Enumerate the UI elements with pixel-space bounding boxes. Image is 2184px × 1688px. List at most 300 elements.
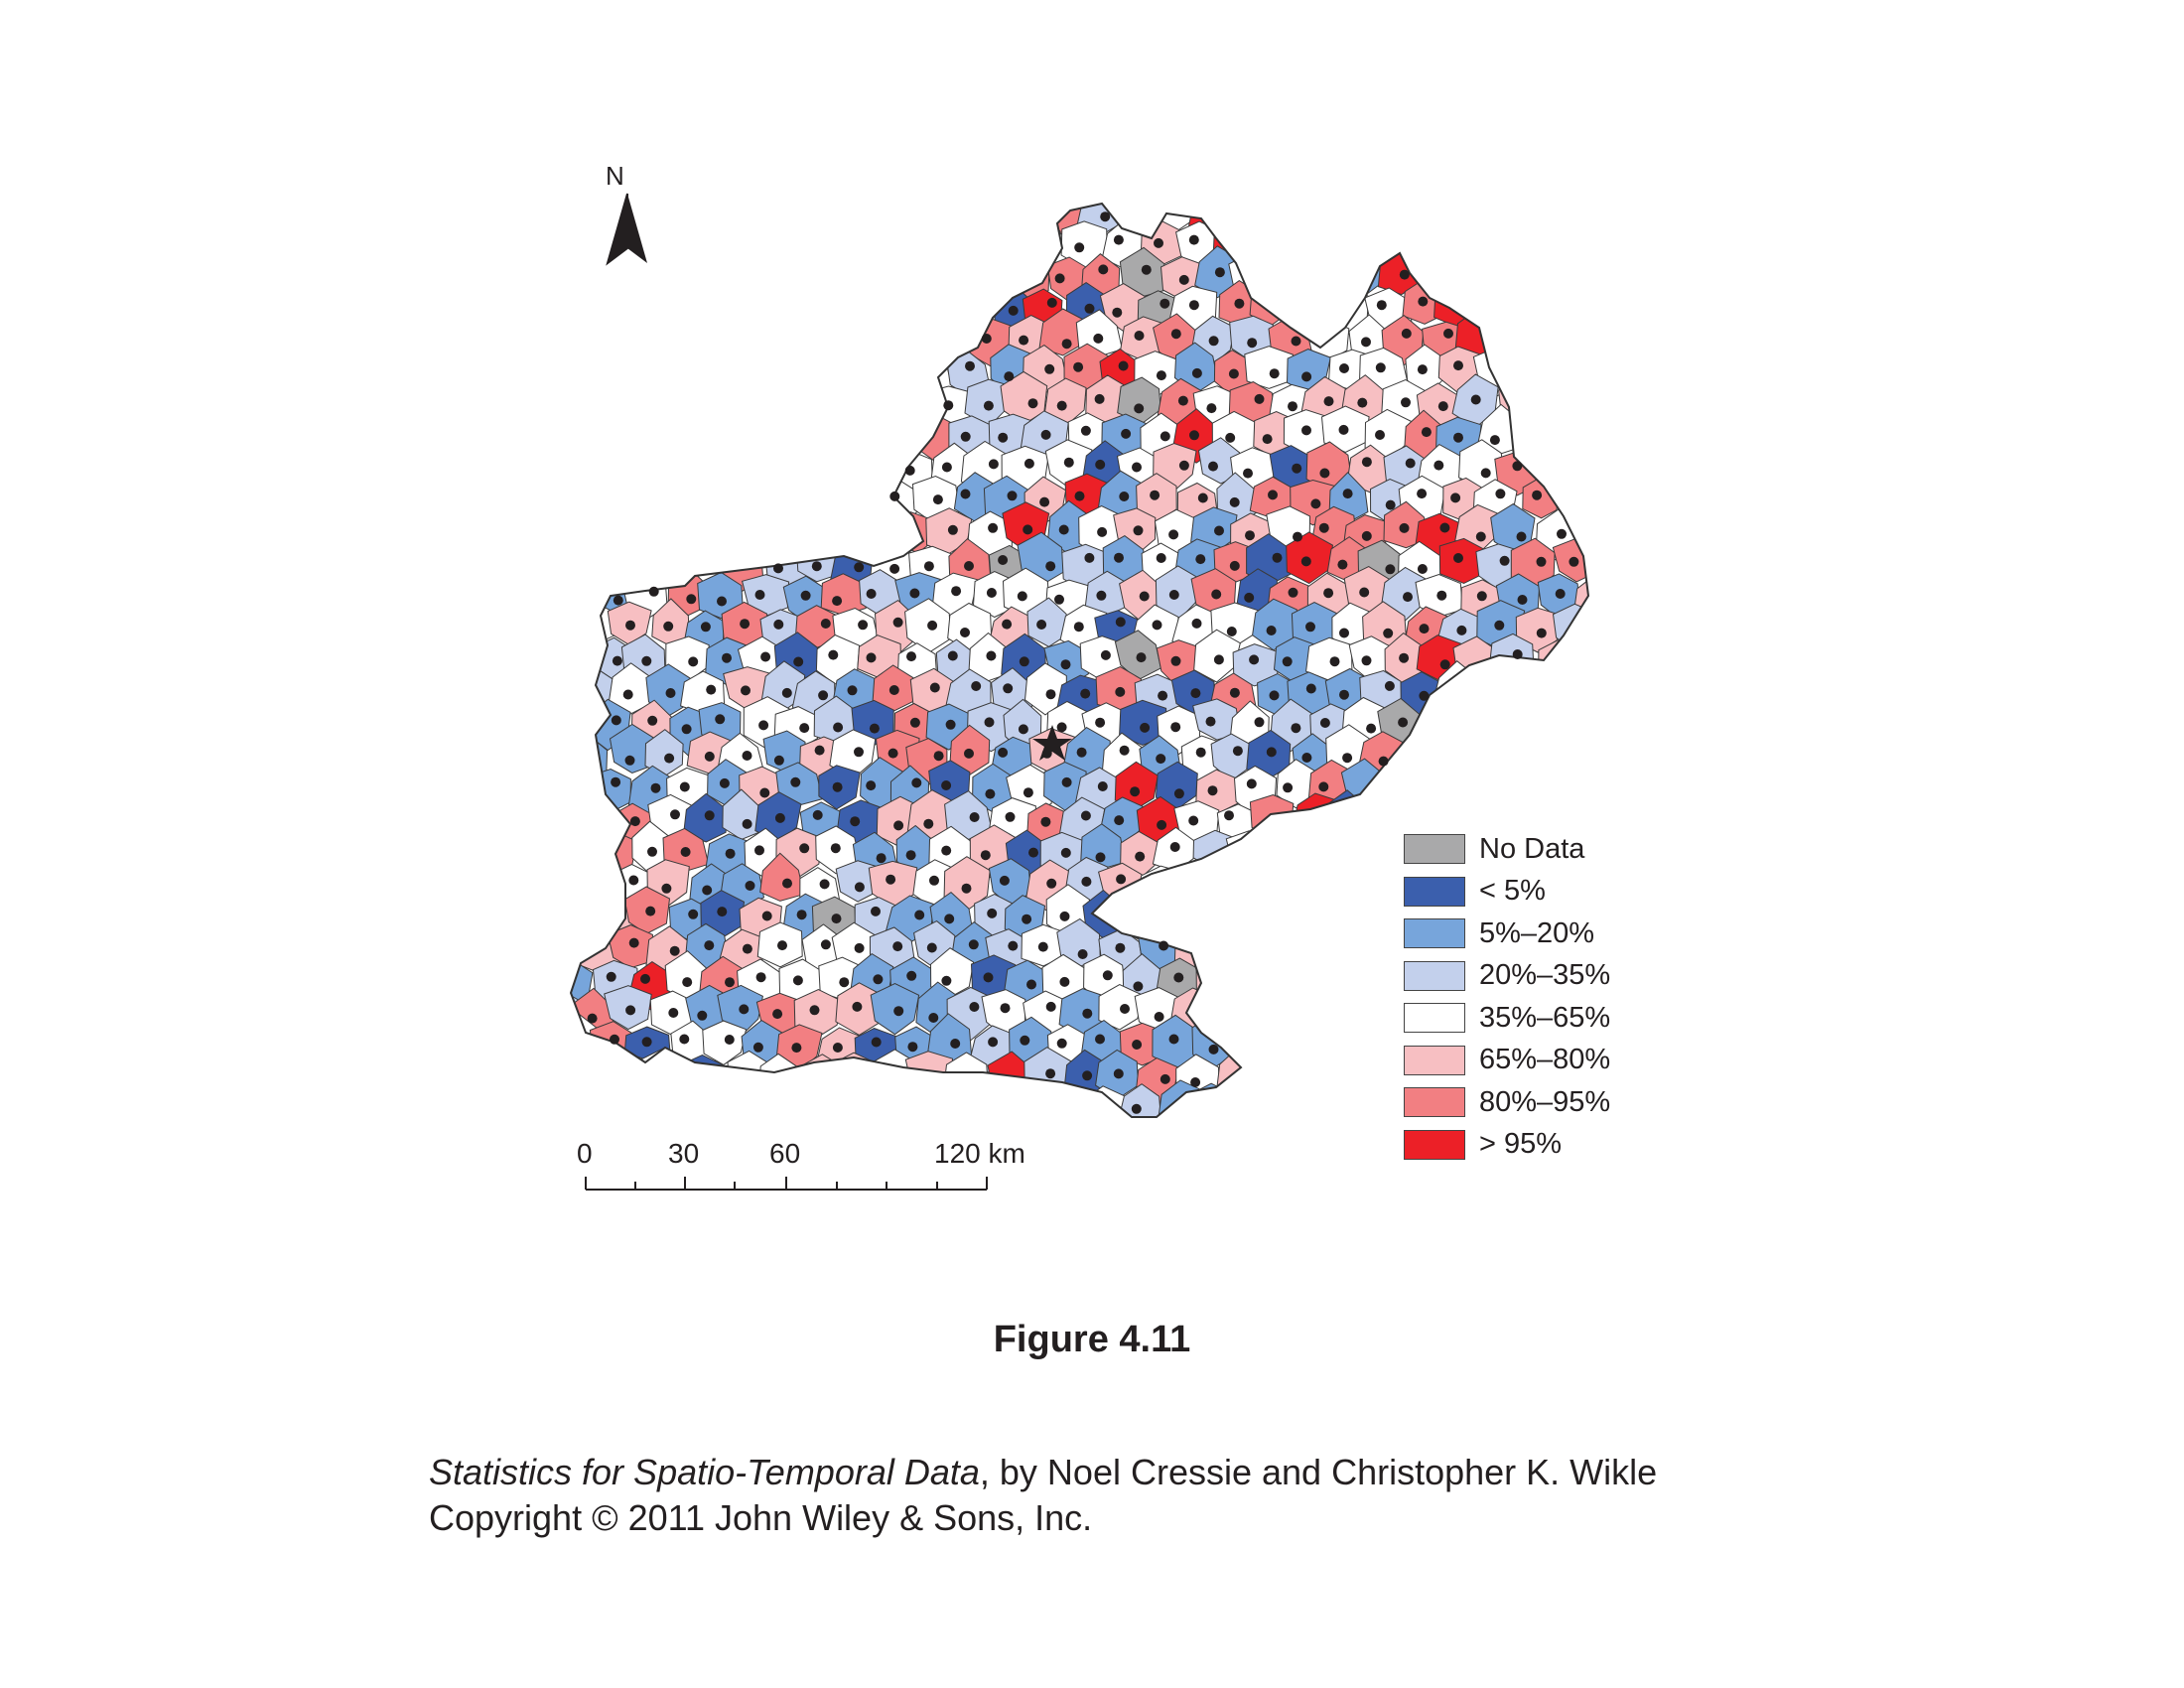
- commune-area: [663, 506, 709, 556]
- commune-area: [613, 542, 660, 593]
- legend-item-80-95: [1404, 1081, 1610, 1124]
- station-dot: [717, 907, 727, 916]
- station-dot: [984, 401, 994, 411]
- commune-area: [575, 539, 614, 591]
- commune-area: [683, 410, 727, 458]
- station-dot: [1130, 786, 1140, 796]
- commune-area: [1272, 891, 1313, 945]
- commune-area: [551, 322, 595, 369]
- station-dot: [1339, 425, 1349, 435]
- commune-area: [693, 218, 733, 267]
- station-dot: [1002, 620, 1012, 630]
- station-dot: [1283, 782, 1293, 792]
- station-dot: [1103, 970, 1113, 980]
- scale-tick-label: 120 km: [934, 1138, 1025, 1169]
- station-dot: [1000, 876, 1010, 886]
- station-dot: [704, 940, 714, 950]
- legend-item-65-80: [1404, 1040, 1610, 1082]
- station-dot: [1233, 746, 1243, 756]
- legend-label: 20%–35%: [1479, 959, 1611, 992]
- commune-area: [592, 315, 634, 356]
- station-dot: [1074, 242, 1084, 252]
- station-dot: [960, 628, 970, 637]
- commune-area: [548, 827, 594, 871]
- station-dot: [1008, 941, 1018, 951]
- commune-area: [757, 226, 804, 273]
- station-dot: [1403, 592, 1413, 602]
- commune-area: [1310, 892, 1353, 946]
- legend-item-35-65: [1404, 997, 1610, 1040]
- station-dot: [1453, 433, 1463, 443]
- station-dot: [889, 685, 899, 695]
- station-dot: [1020, 1036, 1029, 1046]
- station-dot: [686, 594, 696, 604]
- commune-area: [1250, 795, 1293, 839]
- commune-area: [1548, 155, 1589, 202]
- commune-area: [741, 192, 784, 240]
- commune-area: [1215, 926, 1259, 976]
- station-dot: [640, 974, 650, 984]
- legend-swatch: [1404, 1003, 1465, 1033]
- station-dot: [1155, 1012, 1164, 1022]
- commune-area: [1252, 983, 1297, 1031]
- station-dot: [964, 561, 974, 571]
- commune-area: [548, 377, 596, 421]
- station-dot: [970, 812, 980, 822]
- commune-area: [887, 311, 933, 358]
- station-dot: [705, 810, 715, 820]
- station-dot: [858, 620, 868, 630]
- commune-area: [905, 276, 952, 327]
- commune-area: [1457, 253, 1500, 305]
- station-dot: [910, 718, 920, 728]
- station-dot: [679, 1035, 689, 1045]
- station-dot: [1023, 524, 1032, 534]
- station-dot: [755, 590, 765, 600]
- station-dot: [1255, 717, 1265, 727]
- commune-area: [651, 478, 699, 529]
- commune-area: [1616, 700, 1660, 749]
- station-dot: [1160, 299, 1169, 309]
- credit-line-1: [429, 1450, 1657, 1495]
- commune-area: [529, 735, 577, 780]
- station-dot: [1006, 812, 1016, 822]
- station-dot: [760, 652, 770, 662]
- commune-area: [869, 225, 910, 266]
- commune-area: [817, 504, 863, 553]
- station-dot: [1153, 620, 1162, 630]
- commune-area: [1608, 1018, 1650, 1063]
- commune-area: [972, 258, 1016, 305]
- station-dot: [820, 879, 830, 889]
- station-dot: [1456, 626, 1466, 635]
- commune-area: [1304, 1013, 1349, 1060]
- commune-area: [1359, 985, 1405, 1037]
- station-dot: [701, 622, 711, 632]
- commune-area: [933, 1079, 975, 1130]
- station-dot: [612, 715, 621, 725]
- station-dot: [810, 1005, 820, 1015]
- station-dot: [982, 334, 992, 344]
- commune-area: [1037, 1086, 1084, 1135]
- station-dot: [961, 432, 971, 442]
- station-dot: [1157, 370, 1166, 380]
- station-dot: [1009, 306, 1019, 316]
- commune-area: [1310, 1088, 1351, 1139]
- station-dot: [746, 881, 755, 891]
- station-dot: [726, 849, 736, 859]
- station-dot: [666, 688, 676, 698]
- station-dot: [1132, 1040, 1142, 1050]
- commune-area: [726, 153, 767, 203]
- commune-area: [850, 504, 895, 553]
- station-dot: [1024, 787, 1033, 797]
- commune-area: [904, 154, 952, 202]
- commune-area: [962, 188, 1007, 232]
- station-dot: [702, 886, 712, 896]
- commune-area: [1286, 925, 1329, 978]
- station-dot: [1080, 689, 1090, 699]
- station-dot: [855, 943, 865, 953]
- station-dot: [791, 1043, 801, 1053]
- station-dot: [1096, 852, 1106, 862]
- commune-area: [1329, 1052, 1371, 1095]
- commune-area: [1236, 962, 1276, 1007]
- commune-area: [838, 1114, 878, 1164]
- station-dot: [1085, 304, 1095, 314]
- station-dot: [1386, 500, 1396, 510]
- station-dot: [1292, 337, 1301, 347]
- scale-bar: [586, 1177, 987, 1190]
- commune-area: [1207, 159, 1255, 207]
- commune-area: [1211, 986, 1255, 1031]
- station-dot: [630, 816, 640, 826]
- commune-area: [1269, 1083, 1314, 1136]
- commune-area: [687, 480, 730, 523]
- commune-area: [531, 542, 575, 586]
- station-dot: [892, 941, 902, 951]
- commune-area: [568, 483, 614, 529]
- commune-area: [1213, 856, 1254, 909]
- commune-area: [557, 771, 603, 811]
- commune-area: [1208, 1118, 1253, 1166]
- station-dot: [759, 788, 769, 798]
- commune-area: [551, 509, 598, 558]
- station-dot: [1115, 943, 1125, 953]
- legend-label: No Data: [1479, 832, 1585, 865]
- station-dot: [1339, 629, 1349, 638]
- commune-area: [1592, 667, 1635, 711]
- commune-area: [726, 219, 771, 268]
- station-dot: [1225, 433, 1235, 443]
- station-dot: [1230, 561, 1240, 571]
- commune-area: [1612, 381, 1657, 424]
- station-dot: [1399, 653, 1409, 663]
- station-dot: [1169, 590, 1179, 600]
- commune-area: [616, 1055, 658, 1099]
- commune-area: [1265, 1022, 1308, 1068]
- commune-area: [1252, 224, 1293, 271]
- commune-area: [553, 639, 595, 686]
- station-dot: [1245, 530, 1255, 540]
- commune-area: [1063, 152, 1105, 198]
- commune-area: [1143, 1118, 1186, 1166]
- commune-area: [1593, 163, 1636, 211]
- commune-area: [857, 252, 905, 298]
- station-dot: [1366, 724, 1376, 734]
- commune-area: [528, 857, 574, 909]
- commune-area: [855, 188, 901, 237]
- station-dot: [625, 1005, 635, 1015]
- commune-area: [716, 415, 761, 460]
- station-dot: [1140, 592, 1150, 602]
- station-dot: [924, 561, 934, 571]
- commune-area: [1574, 320, 1621, 368]
- commune-area: [1323, 986, 1370, 1038]
- commune-area: [578, 857, 620, 909]
- commune-area: [1457, 188, 1503, 240]
- station-dot: [743, 751, 752, 761]
- station-dot: [1196, 748, 1206, 758]
- station-dot: [941, 846, 951, 856]
- station-dot: [1319, 469, 1329, 479]
- commune-area: [833, 285, 875, 331]
- station-dot: [1357, 398, 1367, 408]
- legend: [1404, 828, 1610, 1166]
- station-dot: [1082, 1009, 1092, 1019]
- station-dot: [1154, 238, 1163, 248]
- commune-area: [1514, 277, 1560, 328]
- station-dot: [1230, 688, 1240, 698]
- commune-area: [992, 162, 1029, 210]
- commune-area: [1267, 254, 1311, 299]
- commune-area: [1606, 634, 1652, 683]
- station-dot: [1045, 561, 1055, 571]
- commune-area: [954, 276, 995, 329]
- station-dot: [1495, 489, 1505, 498]
- north-label: N: [606, 161, 624, 191]
- commune-area: [623, 316, 671, 361]
- station-dot: [1046, 1002, 1056, 1012]
- commune-area: [1570, 381, 1615, 432]
- commune-area: [736, 514, 781, 556]
- commune-area: [1479, 152, 1518, 201]
- commune-area: [614, 1118, 655, 1168]
- station-dot: [790, 777, 800, 787]
- station-dot: [1481, 468, 1491, 478]
- station-dot: [1385, 564, 1395, 574]
- station-dot: [934, 751, 944, 761]
- station-dot: [1121, 429, 1131, 439]
- station-dot: [1098, 781, 1108, 791]
- station-dot: [1064, 458, 1074, 468]
- station-dot: [1038, 942, 1048, 952]
- station-dot: [1059, 977, 1069, 987]
- station-dot: [1189, 235, 1199, 245]
- commune-area: [787, 248, 830, 293]
- station-dot: [1120, 1004, 1130, 1014]
- station-dot: [1040, 817, 1050, 827]
- commune-area: [870, 1115, 915, 1165]
- commune-area: [1575, 703, 1614, 753]
- station-dot: [1189, 430, 1199, 440]
- commune-area: [741, 383, 782, 430]
- commune-area: [869, 151, 910, 199]
- station-dot: [777, 940, 787, 950]
- commune-area: [1574, 642, 1620, 689]
- commune-area: [665, 445, 707, 488]
- station-dot: [1057, 722, 1067, 732]
- commune-area: [555, 575, 600, 624]
- station-dot: [758, 720, 768, 730]
- station-dot: [1046, 689, 1056, 699]
- station-dot: [1169, 1035, 1179, 1045]
- station-dot: [1137, 652, 1147, 662]
- station-dot: [645, 907, 655, 916]
- station-dot: [1490, 435, 1500, 445]
- commune-area: [1363, 923, 1410, 969]
- station-dot: [854, 747, 864, 757]
- station-dot: [717, 597, 727, 607]
- commune-area: [1597, 406, 1637, 455]
- commune-area: [1339, 959, 1382, 1005]
- station-dot: [1206, 403, 1216, 413]
- station-dot: [1319, 523, 1329, 533]
- legend-item-no-data: [1404, 828, 1610, 871]
- commune-area: [1005, 184, 1043, 227]
- commune-area: [793, 476, 838, 524]
- station-dot: [950, 1039, 960, 1049]
- station-dot: [739, 1004, 749, 1014]
- station-dot: [998, 748, 1008, 758]
- station-dot: [1114, 553, 1124, 563]
- commune-area: [849, 449, 895, 491]
- station-dot: [1494, 621, 1504, 631]
- commune-area: [1517, 407, 1561, 453]
- commune-area: [1549, 220, 1593, 264]
- station-dot: [1084, 553, 1094, 563]
- station-dot: [948, 651, 958, 661]
- station-dot: [907, 1042, 917, 1052]
- station-dot: [661, 884, 671, 894]
- station-dot: [1134, 403, 1144, 413]
- station-dot: [943, 400, 953, 410]
- station-dot: [855, 882, 865, 892]
- station-dot: [889, 492, 899, 501]
- commune-area: [738, 444, 783, 493]
- station-dot: [1337, 560, 1347, 570]
- commune-area: [708, 254, 754, 305]
- station-dot: [1179, 461, 1189, 471]
- commune-area: [908, 214, 950, 268]
- station-dot: [1036, 620, 1046, 630]
- commune-area: [894, 1088, 941, 1138]
- station-dot: [1134, 525, 1144, 535]
- station-dot: [818, 690, 828, 700]
- station-dot: [893, 618, 903, 628]
- station-dot: [773, 620, 783, 630]
- station-dot: [1398, 718, 1408, 728]
- commune-area: [1421, 767, 1463, 811]
- commune-area: [763, 418, 804, 459]
- legend-swatch: [1404, 1130, 1465, 1160]
- station-dot: [1160, 1074, 1170, 1084]
- station-dot: [1078, 949, 1088, 959]
- commune-area: [838, 215, 882, 266]
- station-dot: [670, 809, 680, 819]
- commune-area: [1001, 1092, 1046, 1134]
- commune-area: [1025, 1121, 1072, 1163]
- station-dot: [1044, 364, 1054, 374]
- commune-area: [710, 189, 748, 237]
- commune-area: [795, 1111, 836, 1163]
- station-dot: [951, 586, 961, 596]
- station-dot: [1081, 811, 1091, 821]
- station-dot: [833, 1043, 843, 1053]
- station-dot: [756, 972, 766, 982]
- station-dot: [1022, 914, 1031, 924]
- station-dot: [722, 653, 732, 663]
- station-dot: [1471, 395, 1481, 405]
- station-dot: [906, 651, 916, 661]
- station-dot: [1168, 529, 1178, 539]
- commune-area: [1592, 346, 1635, 396]
- commune-area: [870, 281, 914, 331]
- commune-area: [1609, 831, 1653, 885]
- station-dot: [1140, 723, 1150, 733]
- station-dot: [1150, 491, 1160, 500]
- station-dot: [1019, 724, 1028, 734]
- commune-area: [681, 288, 724, 330]
- commune-area: [1345, 828, 1390, 877]
- station-dot: [641, 656, 651, 666]
- commune-area: [533, 220, 578, 270]
- commune-area: [1462, 701, 1501, 747]
- station-dot: [1179, 275, 1189, 285]
- station-dot: [988, 1037, 998, 1047]
- commune-area: [1495, 696, 1538, 749]
- commune-area: [1387, 764, 1430, 813]
- station-dot: [833, 723, 843, 733]
- station-dot: [889, 564, 899, 574]
- station-dot: [1537, 557, 1547, 567]
- station-dot: [981, 850, 991, 860]
- station-dot: [833, 782, 843, 792]
- station-dot: [998, 555, 1008, 565]
- commune-area: [1495, 766, 1542, 810]
- station-dot: [664, 754, 674, 764]
- commune-area: [778, 183, 821, 232]
- station-dot: [831, 843, 841, 853]
- station-dot: [1439, 523, 1449, 533]
- commune-area: [592, 507, 637, 556]
- station-dot: [1208, 462, 1218, 472]
- commune-area: [688, 157, 732, 204]
- station-dot: [651, 783, 661, 793]
- station-dot: [1361, 337, 1371, 347]
- station-dot: [987, 588, 997, 598]
- commune-area: [934, 190, 975, 237]
- commune-area: [1610, 186, 1656, 236]
- station-dot: [1208, 785, 1218, 795]
- station-dot: [1320, 718, 1330, 728]
- station-dot: [1157, 553, 1166, 563]
- commune-area: [1532, 762, 1576, 811]
- station-dot: [1081, 877, 1091, 887]
- station-dot: [1324, 396, 1334, 406]
- station-dot: [1301, 556, 1311, 566]
- legend-swatch: [1404, 961, 1465, 991]
